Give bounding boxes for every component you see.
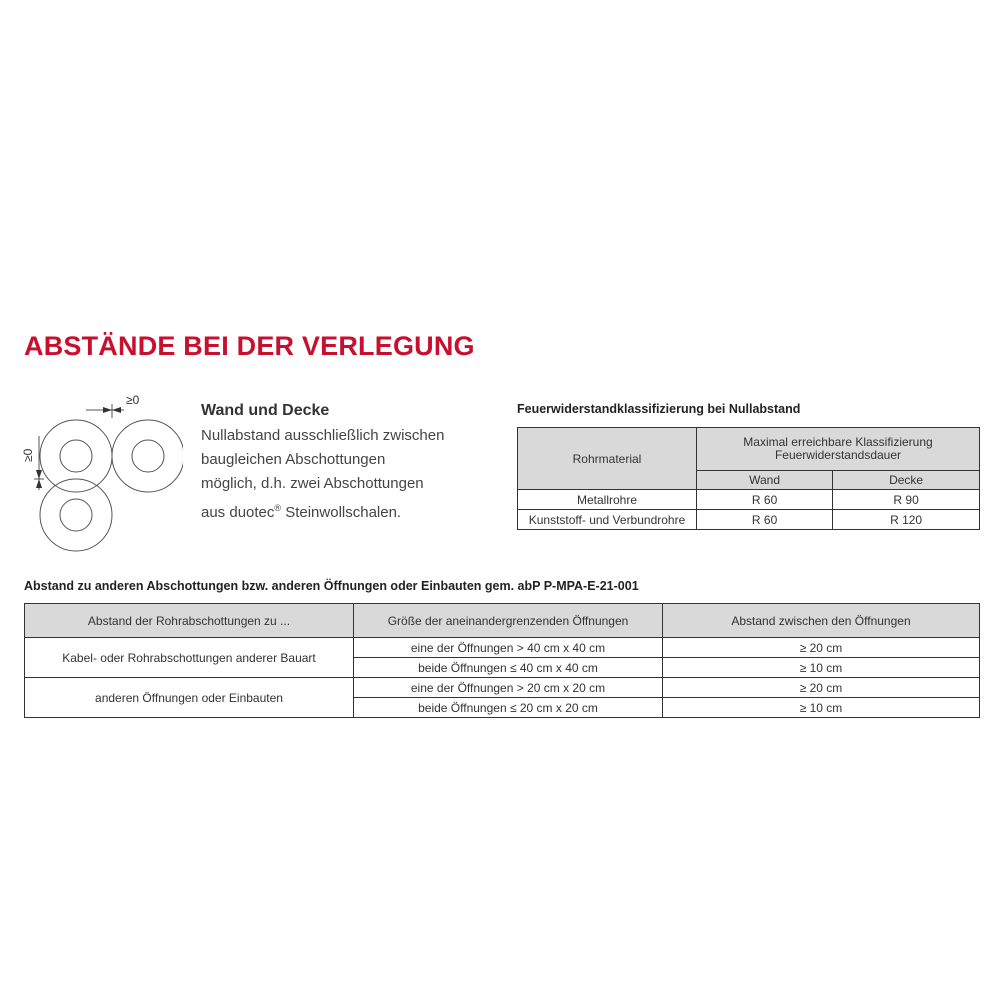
description-line-4 (201, 496, 501, 525)
header-ceiling: Decke (833, 471, 980, 490)
table-row (518, 490, 980, 510)
pipe-inner-top-right (132, 440, 164, 472)
header-classification-line2: Feuerwiderstandsdauer (774, 448, 902, 462)
header-wall: Wand (697, 471, 833, 490)
header-distance-to: Abstand der Rohrabschottungen zu ... (25, 604, 354, 638)
description-line-4-post: Steinwollschalen. (281, 504, 402, 521)
registered-mark: ® (274, 503, 282, 513)
cell-opening-size: eine der Öffnungen > 40 cm x 40 cm (354, 638, 663, 658)
table-row (518, 510, 980, 530)
table-row (25, 638, 980, 658)
distance-table (24, 603, 980, 718)
cell-distance: ≥ 20 cm (663, 638, 980, 658)
table2-title: Abstand zu anderen Abschottungen bzw. anderen Öffnungen oder Einbauten gem. abP P-MPA-E-21-001 (24, 579, 639, 593)
arrow-down-icon (36, 470, 42, 479)
cell-group-label: anderen Öffnungen oder Einbauten (25, 678, 354, 718)
cell-wall: R 60 (697, 510, 833, 530)
header-distance-between: Abstand zwischen den Öffnungen (663, 604, 980, 638)
description-line-4-pre: aus duotec (201, 504, 275, 521)
table1-title: Feuerwiderstandklassifizierung bei Nullabstand (517, 402, 801, 416)
cell-distance: ≥ 10 cm (663, 698, 980, 718)
dimension-label-top: ≥0 (126, 393, 140, 407)
arrow-up-icon (36, 479, 42, 488)
cell-group-label: Kabel- oder Rohrabschottungen anderer Bauart (25, 638, 354, 678)
table-row (25, 678, 980, 698)
cell-material: Metallrohre (518, 490, 697, 510)
arrow-left-icon (112, 407, 121, 413)
cell-wall: R 60 (697, 490, 833, 510)
page-title: ABSTÄNDE BEI DER VERLEGUNG (24, 331, 475, 361)
description-line-3: möglich, d.h. zwei Abschottungen (201, 475, 424, 492)
cell-opening-size: eine der Öffnungen > 20 cm x 20 cm (354, 678, 663, 698)
pipe-inner-top-left (60, 440, 92, 472)
header-classification-line1: Maximal erreichbare Klassifizierung (743, 435, 933, 449)
description-line-1: Nullabstand ausschließlich zwischen (201, 427, 445, 444)
cell-distance: ≥ 10 cm (663, 658, 980, 678)
cell-distance: ≥ 20 cm (663, 678, 980, 698)
pipe-insulation-outer-top-right (112, 420, 183, 492)
description-line-2: baugleichen Abschottungen (201, 451, 386, 468)
description-block (201, 402, 501, 525)
cell-opening-size: beide Öffnungen ≤ 20 cm x 20 cm (354, 698, 663, 718)
pipe-spacing-diagram (18, 390, 183, 555)
description-heading: Wand und Decke (201, 402, 330, 419)
fire-resistance-table (517, 427, 980, 530)
arrow-right-icon (103, 407, 112, 413)
header-material: Rohrmaterial (518, 428, 697, 490)
header-classification (697, 428, 980, 471)
pipe-inner-bottom (60, 499, 92, 531)
cell-ceiling: R 90 (833, 490, 980, 510)
header-opening-size: Größe der aneinandergrenzenden Öffnungen (354, 604, 663, 638)
cell-ceiling: R 120 (833, 510, 980, 530)
cell-material: Kunststoff- und Verbundrohre (518, 510, 697, 530)
cell-opening-size: beide Öffnungen ≤ 40 cm x 40 cm (354, 658, 663, 678)
pipe-insulation-outer-top-left (40, 420, 112, 492)
dimension-label-left: ≥0 (21, 448, 35, 462)
pipe-insulation-outer-bottom (40, 479, 112, 551)
